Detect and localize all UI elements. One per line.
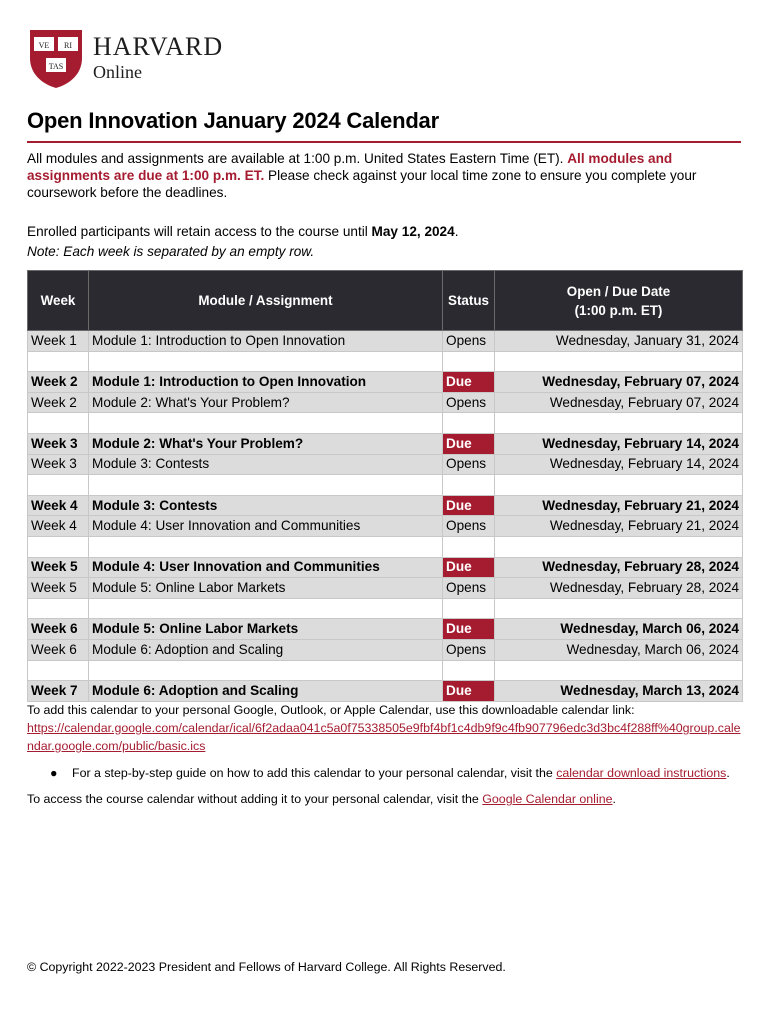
separator-cell	[495, 660, 743, 681]
date-cell: Wednesday, February 14, 2024	[495, 454, 743, 475]
separator-cell	[443, 536, 495, 557]
google-calendar-online-link[interactable]: Google Calendar online	[482, 792, 613, 806]
calendar-download-instructions-link[interactable]: calendar download instructions	[556, 766, 727, 780]
module-cell: Module 5: Online Labor Markets	[89, 619, 443, 640]
date-cell: Wednesday, February 21, 2024	[495, 495, 743, 516]
module-cell: Module 1: Introduction to Open Innovation	[89, 372, 443, 393]
status-cell: Opens	[443, 639, 495, 660]
separator-cell	[443, 413, 495, 434]
intro-text-1: All modules and assignments are available at 1:00 p.m. United States Eastern Time (ET).	[27, 151, 568, 166]
harvard-online-logo	[28, 28, 223, 90]
module-cell: Module 1: Introduction to Open Innovation	[89, 331, 443, 352]
access-until-end: .	[454, 224, 459, 239]
calendar-body	[28, 331, 743, 702]
table-row	[28, 516, 743, 537]
separator-cell	[495, 351, 743, 372]
calendar-table	[27, 270, 743, 702]
brand-name: HARVARD	[93, 32, 224, 61]
table-row	[28, 392, 743, 413]
module-cell: Module 2: What's Your Problem?	[89, 392, 443, 413]
module-cell: Module 2: What's Your Problem?	[89, 433, 443, 454]
module-cell: Module 3: Contests	[89, 495, 443, 516]
bullet-item	[50, 764, 730, 782]
table-row	[28, 639, 743, 660]
week-cell: Week 3	[28, 433, 89, 454]
week-separator-note: Note: Each week is separated by an empty row.	[27, 244, 315, 259]
status-cell: Opens	[443, 392, 495, 413]
header-date-line2: (1:00 p.m. ET)	[574, 302, 663, 318]
table-row	[28, 578, 743, 599]
separator-cell	[443, 660, 495, 681]
separator-cell	[28, 475, 89, 496]
calendar-ics-link[interactable]: https://calendar.google.com/calendar/ical/6f2adaa041c5a0f75338505e9fbf4bf1c4db9f9c4fb907796edc3d3bc4f288ff%40group.calendar.google.com/public/basic.ics	[27, 721, 741, 753]
week-cell: Week 6	[28, 619, 89, 640]
separator-cell	[28, 598, 89, 619]
separator-cell	[89, 413, 443, 434]
calendar-online-end: .	[612, 792, 616, 806]
date-cell: Wednesday, March 13, 2024	[495, 681, 743, 702]
week-separator-row	[28, 536, 743, 557]
separator-cell	[495, 536, 743, 557]
separator-cell	[443, 598, 495, 619]
date-cell: Wednesday, February 21, 2024	[495, 516, 743, 537]
module-cell: Module 4: User Innovation and Communities	[89, 516, 443, 537]
week-cell: Week 6	[28, 639, 89, 660]
week-cell: Week 4	[28, 516, 89, 537]
date-cell: Wednesday, February 28, 2024	[495, 578, 743, 599]
harvard-shield-icon	[28, 28, 84, 90]
separator-cell	[28, 660, 89, 681]
week-cell: Week 7	[28, 681, 89, 702]
status-cell: Opens	[443, 578, 495, 599]
intro-paragraph	[27, 150, 741, 201]
table-row	[28, 372, 743, 393]
status-cell: Opens	[443, 331, 495, 352]
copyright-notice: © Copyright 2022-2023 President and Fellows of Harvard College. All Rights Reserved.	[27, 960, 506, 974]
module-cell: Module 6: Adoption and Scaling	[89, 639, 443, 660]
status-cell: Due	[443, 619, 495, 640]
date-cell: Wednesday, February 28, 2024	[495, 557, 743, 578]
separator-cell	[495, 413, 743, 434]
table-row	[28, 331, 743, 352]
header-module: Module / Assignment	[89, 271, 443, 331]
separator-cell	[89, 536, 443, 557]
separator-cell	[443, 475, 495, 496]
status-cell: Due	[443, 495, 495, 516]
module-cell: Module 6: Adoption and Scaling	[89, 681, 443, 702]
bullet-end: .	[726, 766, 730, 780]
page-title: Open Innovation January 2024 Calendar	[27, 108, 439, 133]
separator-cell	[443, 351, 495, 372]
separator-cell	[89, 660, 443, 681]
week-cell: Week 5	[28, 557, 89, 578]
separator-cell	[495, 475, 743, 496]
table-row	[28, 619, 743, 640]
status-cell: Due	[443, 681, 495, 702]
week-cell: Week 5	[28, 578, 89, 599]
header-date-line1: Open / Due Date	[566, 283, 671, 299]
table-row	[28, 433, 743, 454]
intro-due-notice: All modules and assignments are due at 1:00 p.m. ET.	[27, 151, 673, 183]
separator-cell	[28, 413, 89, 434]
header-status: Status	[443, 271, 495, 331]
table-row	[28, 681, 743, 702]
bullet-dot: ●	[50, 766, 58, 780]
week-cell: Week 1	[28, 331, 89, 352]
date-cell: Wednesday, March 06, 2024	[495, 639, 743, 660]
calendar-online-text: To access the course calendar without adding it to your personal calendar, visit the	[27, 792, 483, 806]
separator-cell	[89, 351, 443, 372]
table-row	[28, 557, 743, 578]
week-separator-row	[28, 475, 743, 496]
table-row	[28, 495, 743, 516]
table-row	[28, 454, 743, 475]
status-cell: Due	[443, 433, 495, 454]
separator-cell	[89, 475, 443, 496]
table-header-row	[28, 271, 743, 331]
calendar-online-paragraph	[27, 790, 616, 808]
header-week: Week	[28, 271, 89, 331]
status-cell: Opens	[443, 454, 495, 475]
week-cell: Week 4	[28, 495, 89, 516]
status-cell: Opens	[443, 516, 495, 537]
date-cell: Wednesday, February 07, 2024	[495, 372, 743, 393]
module-cell: Module 3: Contests	[89, 454, 443, 475]
week-cell: Week 3	[28, 454, 89, 475]
date-cell: Wednesday, February 14, 2024	[495, 433, 743, 454]
header-date	[495, 271, 743, 331]
separator-cell	[495, 598, 743, 619]
week-separator-row	[28, 413, 743, 434]
shield-word-2: RI	[64, 41, 72, 50]
week-cell: Week 2	[28, 372, 89, 393]
access-until-paragraph	[27, 223, 458, 240]
module-cell: Module 5: Online Labor Markets	[89, 578, 443, 599]
separator-cell	[28, 351, 89, 372]
date-cell: Wednesday, January 31, 2024	[495, 331, 743, 352]
week-cell: Week 2	[28, 392, 89, 413]
status-cell: Due	[443, 372, 495, 393]
title-divider	[27, 141, 741, 143]
week-separator-row	[28, 598, 743, 619]
brand-sub: Online	[93, 62, 142, 82]
date-cell: Wednesday, February 07, 2024	[495, 392, 743, 413]
shield-word-3: TAS	[48, 62, 64, 71]
week-separator-row	[28, 351, 743, 372]
status-cell: Due	[443, 557, 495, 578]
calendar-add-text: To add this calendar to your personal Google, Outlook, or Apple Calendar, use this downloadable calendar link:	[27, 703, 635, 717]
calendar-add-paragraph	[27, 701, 743, 755]
module-cell: Module 4: User Innovation and Communities	[89, 557, 443, 578]
access-until-text: Enrolled participants will retain access to the course until	[27, 224, 372, 239]
separator-cell	[89, 598, 443, 619]
week-separator-row	[28, 660, 743, 681]
bullet-text: For a step-by-step guide on how to add this calendar to your personal calendar, visit the	[72, 766, 557, 780]
date-cell: Wednesday, March 06, 2024	[495, 619, 743, 640]
shield-word-1: VE	[38, 41, 50, 50]
access-until-date: May 12, 2024	[371, 224, 455, 239]
separator-cell	[28, 536, 89, 557]
intro-text-3: Please check against your local time zone to ensure you complete your coursework before the deadlines.	[27, 168, 697, 200]
